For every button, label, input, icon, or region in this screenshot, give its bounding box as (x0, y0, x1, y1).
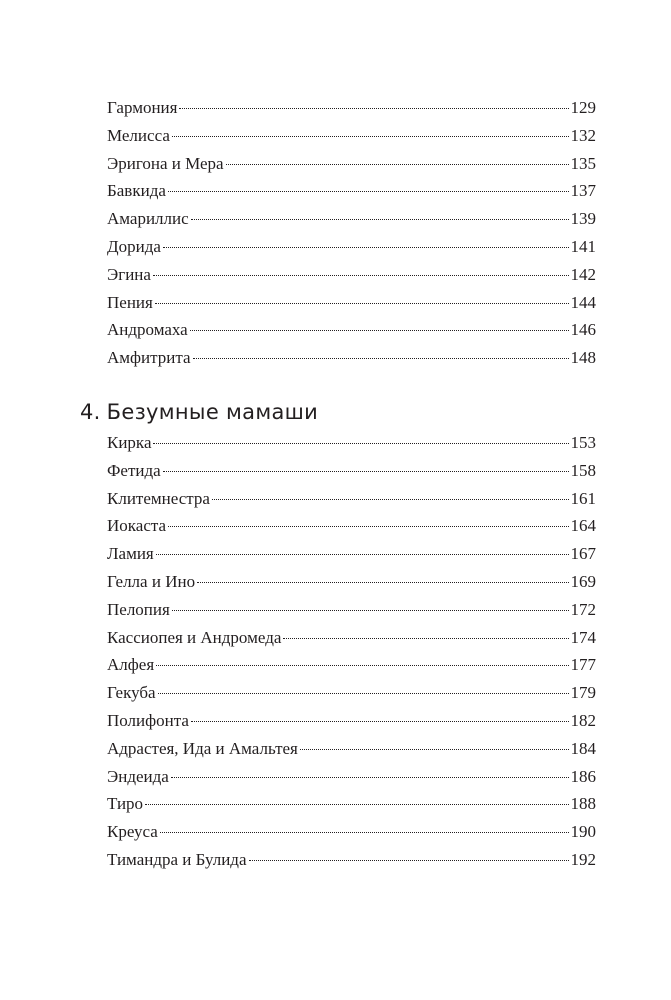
toc-entry-page: 182 (570, 710, 596, 730)
toc-entry-title: Алфея (107, 655, 155, 675)
toc-entry-page: 177 (570, 655, 596, 675)
toc-entry[interactable] (107, 316, 596, 344)
toc-entry[interactable] (107, 205, 596, 233)
toc-entry[interactable] (107, 651, 596, 679)
dot-leader (172, 136, 569, 137)
toc-entry[interactable] (107, 233, 596, 261)
toc-entry-page: 148 (570, 348, 596, 368)
toc-entry[interactable] (107, 735, 596, 763)
toc-entry-page: 192 (570, 849, 596, 869)
toc-entry-title: Тимандра и Булида (107, 849, 247, 869)
toc-entry-page: 144 (570, 292, 596, 312)
toc-entry-page: 174 (570, 627, 596, 647)
toc-entry-title: Эригона и Мера (107, 153, 224, 173)
dot-leader (190, 330, 569, 331)
toc-entry[interactable] (107, 512, 596, 540)
toc-entry-page: 167 (570, 544, 596, 564)
toc-entry-title: Пения (107, 292, 153, 312)
dot-leader (168, 191, 569, 192)
dot-leader (156, 665, 568, 666)
toc-entry[interactable] (107, 679, 596, 707)
toc-entry-page: 184 (570, 738, 596, 758)
toc-entry-title: Эндеида (107, 766, 169, 786)
toc-entry-page: 132 (570, 125, 596, 145)
toc-entry[interactable] (107, 122, 596, 150)
toc-entry-title: Мелисса (107, 125, 170, 145)
dot-leader (168, 526, 568, 527)
toc-entry-title: Амариллис (107, 209, 189, 229)
dot-leader (153, 275, 569, 276)
toc-entry-page: 164 (570, 516, 596, 536)
toc-entry[interactable] (107, 177, 596, 205)
toc-entry-page: 137 (570, 181, 596, 201)
table-of-contents (80, 94, 596, 874)
dot-leader (283, 638, 568, 639)
toc-entry[interactable] (107, 261, 596, 289)
toc-entry-page: 153 (570, 432, 596, 452)
toc-entry-page: 179 (570, 683, 596, 703)
toc-group-1 (80, 94, 596, 372)
toc-entry[interactable] (107, 790, 596, 818)
dot-leader (172, 610, 569, 611)
toc-entry-title: Пелопия (107, 599, 170, 619)
dot-leader (163, 471, 569, 472)
toc-entry-page: 146 (570, 320, 596, 340)
toc-entry[interactable] (107, 429, 596, 457)
toc-entry-title: Креуса (107, 822, 158, 842)
toc-entry-page: 172 (570, 599, 596, 619)
dot-leader (193, 358, 569, 359)
toc-section-4 (80, 429, 596, 874)
toc-entry-page: 142 (570, 264, 596, 284)
toc-entry-page: 158 (570, 460, 596, 480)
toc-entry-title: Кирка (107, 432, 152, 452)
toc-entry-title: Полифонта (107, 710, 189, 730)
toc-entry[interactable] (107, 818, 596, 846)
dot-leader (300, 749, 569, 750)
toc-entry[interactable] (107, 94, 596, 122)
toc-entry-title: Гекуба (107, 683, 156, 703)
toc-entry[interactable] (107, 707, 596, 735)
toc-entry[interactable] (107, 763, 596, 791)
toc-entry-page: 129 (570, 98, 596, 117)
toc-entry[interactable] (107, 289, 596, 317)
section-heading[interactable] (80, 396, 596, 428)
toc-entry-title: Гелла и Ино (107, 571, 196, 591)
toc-entry-title: Эгина (107, 264, 151, 284)
dot-leader (179, 108, 568, 109)
toc-entry-page: 139 (570, 209, 596, 229)
toc-entry-title: Кассиопея и Андромеда (107, 627, 282, 647)
toc-entry-title: Дорида (107, 236, 161, 256)
toc-entry[interactable] (107, 596, 596, 624)
toc-entry[interactable] (107, 344, 596, 372)
toc-entry-page: 169 (570, 571, 596, 591)
toc-entry[interactable] (107, 540, 596, 568)
dot-leader (163, 247, 569, 248)
toc-entry-page: 190 (570, 822, 596, 842)
toc-entry-page: 141 (570, 236, 596, 256)
toc-entry-page: 186 (570, 766, 596, 786)
toc-entry-page: 188 (570, 794, 596, 814)
toc-entry-title: Иокаста (107, 516, 167, 536)
toc-entry-title: Адрастея, Ида и Амальтея (107, 738, 298, 758)
toc-entry-title: Тиро (107, 794, 144, 814)
toc-entry[interactable] (107, 485, 596, 513)
toc-entry-title: Амфитрита (107, 348, 191, 368)
dot-leader (197, 582, 568, 583)
toc-entry[interactable] (107, 457, 596, 485)
dot-leader (212, 499, 569, 500)
dot-leader (158, 693, 569, 694)
section-title: Безумные мамаши (106, 399, 319, 424)
dot-leader (155, 303, 569, 304)
toc-entry-title: Бавкида (107, 181, 166, 201)
dot-leader (191, 219, 569, 220)
dot-leader (191, 721, 569, 722)
toc-entry-title: Гармония (107, 98, 178, 117)
toc-entry-page: 135 (570, 153, 596, 173)
toc-entry[interactable] (107, 624, 596, 652)
section-number: 4. (80, 399, 101, 424)
toc-entry[interactable] (107, 846, 596, 874)
dot-leader (153, 443, 568, 444)
toc-entry-title: Клитемнестра (107, 488, 210, 508)
dot-leader (226, 164, 569, 165)
dot-leader (160, 832, 569, 833)
toc-entry-title: Ламия (107, 544, 154, 564)
toc-entry[interactable] (107, 568, 596, 596)
toc-entry-title: Фетида (107, 460, 161, 480)
dot-leader (171, 777, 569, 778)
toc-entry-title: Андромаха (107, 320, 188, 340)
dot-leader (156, 554, 569, 555)
toc-entry[interactable] (107, 150, 596, 178)
dot-leader (145, 804, 568, 805)
toc-entry-page: 161 (570, 488, 596, 508)
dot-leader (249, 860, 569, 861)
